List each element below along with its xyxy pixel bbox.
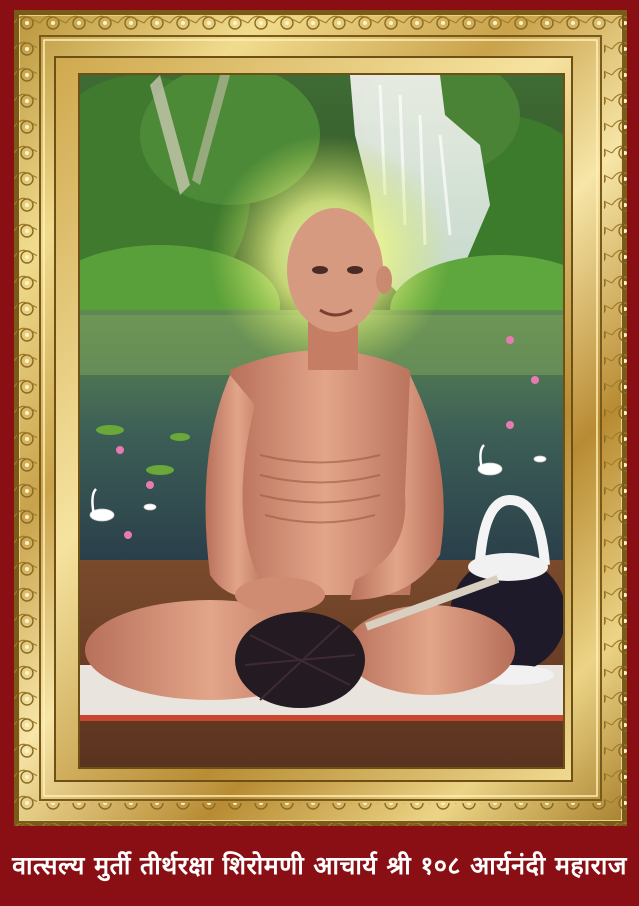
portrait-photo (80, 75, 563, 767)
caption-title: वात्सल्य मुर्ती तीर्थरक्षा शिरोमणी आचार्य श्री १०८ आर्यनंदी महाराज (12, 851, 627, 880)
portrait-illustration (80, 75, 563, 767)
